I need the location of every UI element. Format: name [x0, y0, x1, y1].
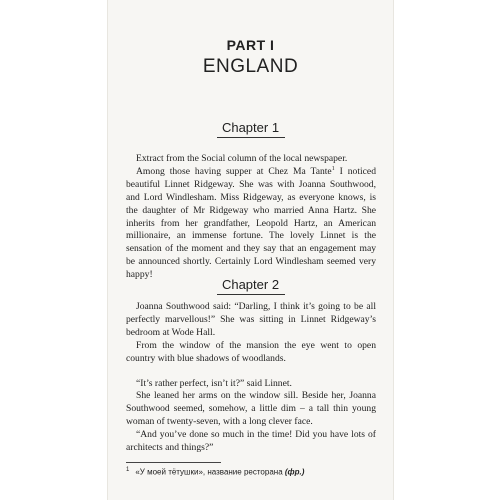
chapter-1-underline [217, 137, 285, 138]
paragraph: “It’s rather perfect, isn’t it?” said Linnet. [136, 377, 292, 389]
paragraph: “And you’ve done so much in the time! Did you have lots of architects and things?” [126, 429, 376, 454]
part-title: ENGLAND [202, 56, 299, 77]
book-page [108, 0, 393, 500]
chapter-2-text [126, 301, 376, 455]
footnote-rule [126, 462, 221, 463]
chapter-2-title: Chapter 2 [221, 277, 280, 292]
footnote [126, 467, 381, 477]
paragraph: She leaned her arms on the window sill. Beside her, Joanna Southwood seemed, somehow, a little dim – a tall thin young woman of twenty-seven, with a long clever face. [126, 390, 376, 428]
paragraph: Extract from the Social column of the local newspaper. [136, 153, 348, 164]
footnote-reference: 1 [331, 165, 335, 172]
part-label: PART I [226, 37, 275, 53]
paragraph: From the window of the mansion the eye went to open country with blue shadows of woodlands. [126, 339, 376, 364]
paragraph-rest: I noticed beautiful Linnet Ridgeway. She was with Joanna Southwood, and Lord Windlesham. Miss Ridgeway, as everyone knows, is the daughter of Mr Ridgeway who married Anna Hartz. She inherits from her grandfather, Leopold Hartz, an American millionaire, an immense fortune. The lovely Linnet is the sensation of the moment and they say that an engagement may be announced shortly. Certainly Lord Windlesham seemed very happy! [126, 165, 376, 281]
paragraph: Joanna Southwood said: “Darling, I think it’s going to be all perfectly marvellous!” She was sitting in Linnet Ridgeway’s bedroom at Wode Hall. [126, 301, 376, 338]
chapter-1-text [126, 153, 376, 282]
paragraph-lead: Among those having supper at Chez Ma Tante [136, 165, 332, 177]
chapter-1-heading [108, 120, 393, 138]
chapter-2-underline [217, 294, 285, 295]
footnote-marker: 1 [126, 467, 130, 473]
chapter-1-title: Chapter 1 [221, 120, 280, 135]
footnote-text: «У моей тётушки», название ресторана [135, 467, 283, 477]
paragraph [126, 166, 376, 282]
chapter-2-heading [108, 277, 393, 295]
footnote-language: (фр.) [284, 467, 305, 477]
